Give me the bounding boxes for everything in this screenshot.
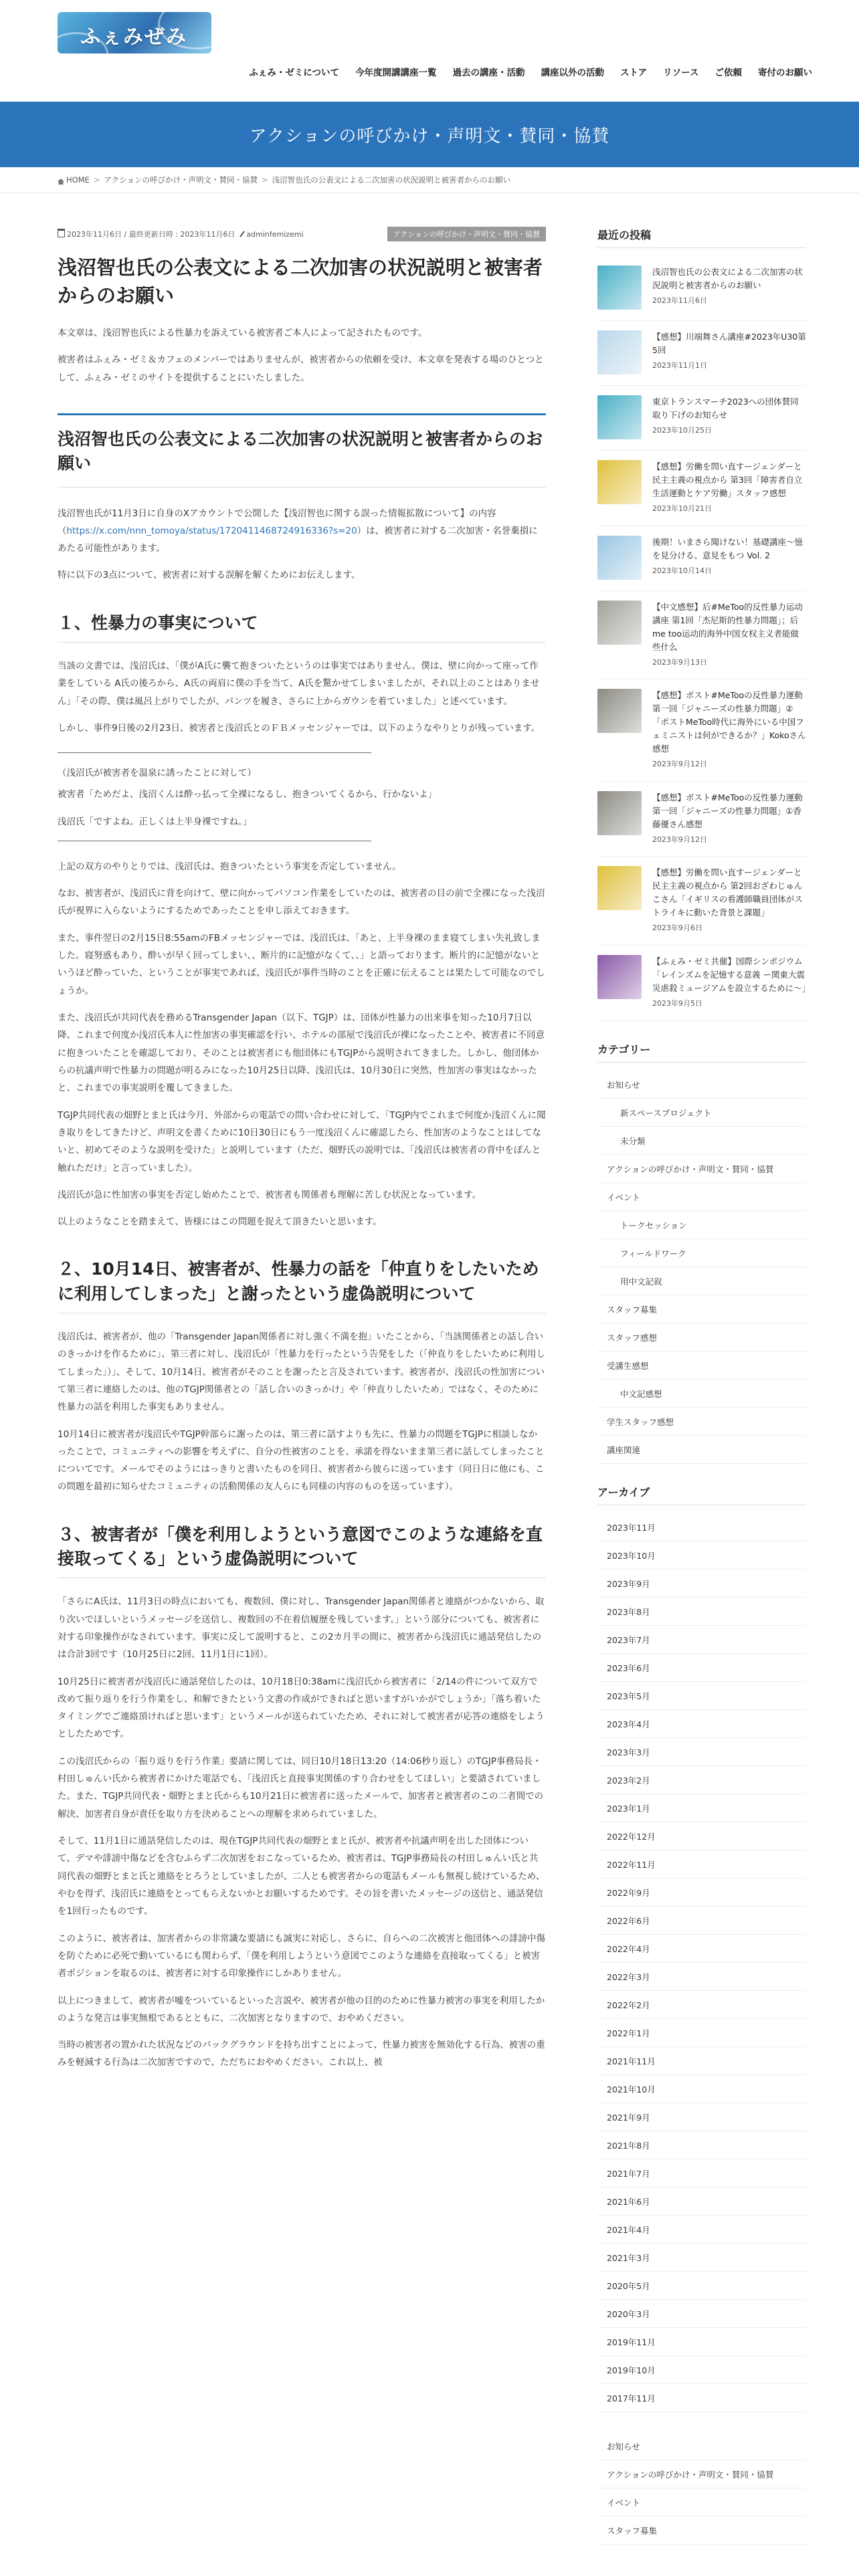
category-link[interactable]: 受講生感想 [597,1352,806,1380]
archive-link[interactable]: 2022年3月 [597,1963,806,1991]
nav-item[interactable]: 寄付のお願い [758,68,812,78]
post-thumbnail[interactable] [597,460,642,504]
archive-link[interactable]: 2023年7月 [597,1626,806,1654]
recent-post-item[interactable] [597,386,806,451]
recent-post-date: 2023年9月5日 [652,998,702,1008]
archives-heading: アーカイブ [597,1484,806,1505]
recent-post-date: 2023年9月13日 [652,657,707,667]
category-link[interactable]: 新スペースプロジェクト [597,1099,806,1127]
category-link[interactable]: 未分類 [597,1127,806,1155]
archive-link[interactable]: 2023年5月 [597,1682,806,1710]
post-thumbnail[interactable] [597,395,642,439]
archive-link[interactable]: 2019年11月 [597,2328,806,2356]
categories-heading: カテゴリー [597,1041,806,1063]
body-paragraph: 以上につきまして、被害者が嘘をついているといった言説や、被害者が他の目的のために性暴力被害の事実を利用したかのような発言は事実無根であるとともに、二次加害となりますので、おやめください。 [58,1995,545,2024]
recent-post-date: 2023年9月12日 [652,835,707,844]
recent-post-date: 2023年9月6日 [652,924,702,933]
category-link[interactable]: スタッフ感想 [597,1323,806,1352]
body-paragraph: 浅沼智也氏が11月3日に自身のXアカウントで公開した【浅沼智也に関する誤った情報拡散について】の内容（https://x.com/nnn_tomoya/status/1720411468724916336?s=20）は、被害者に対する二次加害・名誉棄損にあたる可能性があります。 [58,508,538,554]
article-dates: 2023年11月6日 / 最終更新日時 : 2023年11月6日 [58,229,235,239]
archive-link[interactable]: 2022年12月 [597,1822,806,1850]
archive-link[interactable]: 2023年3月 [597,1738,806,1766]
pen-icon [240,231,245,237]
nav-item[interactable]: 過去の講座・活動 [452,68,525,78]
article-author[interactable]: adminfemizemi [242,230,303,239]
archive-link[interactable]: 2021年4月 [597,2216,806,2244]
breadcrumb-home[interactable]: HOME [66,175,90,185]
recent-post-date: 2023年10月21日 [652,504,712,513]
archive-link[interactable]: 2019年10月 [597,2356,806,2384]
body-paragraph: 浅沼氏は、被害者が、他の「Transgender Japan関係者に対し強く不満を抱」いたことから、「当該関係者との話し合いのきっかけを作るために」、第三者に対し、浅沼氏が「性暴力を行ったという告発をした（「仲直りをしたいために利用してしまった」）」、そして、10月14日、被害者がそのことを謝ったと言及されています。被害者が、浅沼氏の性加害について第三者に連絡したのは、他のTGJP関係者との「話し合いのきっかけ」や「仲直りしたいため」ではなく、そのために性暴力の話を利用した事実もありません。 [58,1331,545,1413]
calendar-icon [58,229,65,237]
category-link[interactable]: スタッフ募集 [597,1295,806,1323]
archive-link[interactable]: 2023年9月 [597,1570,806,1598]
nav-item[interactable]: 今年度開講講座一覧 [355,68,437,78]
archive-link[interactable]: 2022年9月 [597,1879,806,1907]
category-link[interactable]: イベント [597,2488,806,2516]
archive-link[interactable]: 2021年9月 [597,2103,806,2131]
breadcrumb-separator: > [261,175,268,185]
message-quote [58,746,546,849]
body-paragraph: 特に以下の3点について、被害者に対する誤解を解くためにお伝えします。 [58,570,361,581]
breadcrumb-category[interactable]: アクションの呼びかけ・声明文・賛同・協賛 [104,175,258,185]
recent-post-item[interactable] [597,451,806,526]
body-paragraph: TGJP共同代表の畑野とまと氏は今月、外部からの電話での問い合わせに対して、「TGJP内でこれまで何度か浅沼くんに聞き取りをしてきたけど、声明文を書くために10日30日にもう一度浅沼くんに確認したら、性加害のようなことはしてないと、初めてそのような説明を受けた」と説明しています（ただ、畑野氏の説明では、「浅沼氏は被害者の背中をぽんと触れただけ」と言っていました）。 [58,1109,546,1174]
intro-paragraph: 被害者はふぇみ・ゼミ＆カフェのメンバーではありませんが、被害者からの依頼を受け、本文章を発表する場のひとつとして、ふぇみ・ゼミのサイトを提供することにいたしました。 [58,354,544,383]
divider: ――――――――――――――――――――――――――――――――――――――― [58,836,371,847]
archive-link[interactable]: 2020年3月 [597,2300,806,2328]
recent-post-title[interactable]: 浅沼智也氏の公表文による二次加害の状況説明と被害者からのお願い [652,267,803,290]
archive-link[interactable]: 2022年1月 [597,2019,806,2047]
category-link[interactable]: 学生スタッフ感想 [597,1408,806,1436]
quote-line: （浅沼氏が被害者を温泉に誘ったことに対して） [58,768,256,779]
category-link[interactable]: お知らせ [597,2432,806,2460]
site-header [0,0,859,102]
recent-post-item[interactable] [597,782,812,857]
recent-post-title[interactable]: 【感想】ポスト#MeTooの反性暴力運動 第一回「ジャニーズの性暴力問題」②「ポストMeToo時代に海外にいる中国フェミニストは何ができるか？」Kokoさん感想 [652,690,806,754]
archive-link[interactable]: 2023年1月 [597,1794,806,1822]
recent-post-item[interactable] [597,591,806,680]
recent-post-date: 2023年11月1日 [652,361,707,370]
category-link[interactable]: フィールドワーク [597,1239,806,1267]
nav-item[interactable]: リソース [663,68,699,78]
archive-link[interactable]: 2023年8月 [597,1598,806,1626]
archive-link[interactable]: 2021年3月 [597,2244,806,2272]
archive-link[interactable]: 2021年8月 [597,2131,806,2159]
recent-post-title[interactable]: 後期！いまさら聞けない！基礎講座〜憶を見分ける、意見をもつ Vol. 2 [652,536,803,560]
nav-item[interactable]: ふぇみ・ゼミについて [249,68,340,78]
home-icon [58,177,64,183]
category-link[interactable]: お知らせ [597,1071,806,1099]
recent-post-date: 2023年10月14日 [652,566,712,575]
recent-post-date: 2023年10月25日 [652,426,712,435]
archive-link[interactable]: 2017年11月 [597,2384,806,2412]
hero-title: アクションの呼びかけ・声明文・賛同・協賛 [249,126,610,146]
category-link[interactable]: 講座関連 [597,1436,806,1464]
post-thumbnail[interactable] [597,601,642,645]
archive-link[interactable]: 2021年10月 [597,2075,806,2103]
nav-item[interactable]: ご依頼 [714,68,742,78]
category-badge[interactable]: アクションの呼びかけ・声明文・賛同・協賛 [387,227,546,241]
archive-link[interactable]: 2023年2月 [597,1766,806,1794]
bottom-categories-list [597,2432,806,2545]
body-paragraph: 10月14日に被害者が浅沼氏やTGJP幹部らに謝ったのは、第三者に話すよりも先に、性暴力の問題をTGJPに相談しなかったことで、コミュニティへの影響を考えずに、自分の性被害のことを、承諾を得ないまま第三者に話してしまったことについてです。メールでそのようにはっきりと書いたものを同日、被害者から彼らに送っています（同日日に他にも、この問題を最初に知らせたコミュニティの活動関係の友人らにも同様の内容のものを送っています）。 [58,1428,545,1493]
global-nav [241,65,820,78]
archive-link[interactable]: 2022年11月 [597,1850,806,1879]
recent-posts-heading: 最近の投稿 [597,227,806,248]
post-thumbnail[interactable] [597,330,642,374]
body-paragraph: しかし、事件9日後の2月23日、被害者と浅沼氏とのＦＢメッセンジャーでは、以下のようなやりとりが残っています。 [58,722,541,734]
recent-post-title[interactable]: 【感想】労働を問い直すージェンダーと民主主義の視点から 第3回「障害者自立生活運動とケア労働」スタッフ感想 [652,461,803,498]
page-hero [0,102,859,167]
post-thumbnail[interactable] [597,791,642,835]
section-heading-1: １、性暴力の事実について [58,607,546,643]
tweet-link[interactable]: https://x.com/nnn_tomoya/status/1720411468724916336?s=20 [66,525,357,536]
recent-post-title[interactable]: 【感想】ポスト#MeTooの反性暴力運動 第一回「ジャニーズの性暴力問題」①香藤優さん感想 [652,792,812,829]
body-paragraph: また、事件翌日の2月15日8:55amのFBメッセンジャーでは、浅沼氏は、「あと、上半身裸のまま寝てしまい失礼致しました。寝努惑もあり、酔いが早く回ってしまい、、断片的に記憶がなくて、、」と語っております。断片的に記憶がないというほど酔っていた、ということが事実であれば、浅沼氏が事件当時のことを正確に伝えることは果たして可能なのでしょうか。 [58,932,545,996]
body-paragraph: そして、11月1日に通話発信したのは、現在TGJP共同代表の畑野とまと氏が、被害者や抗議声明を出した団体について、デマや誹謗中傷などを含むふらず二次加害をおこなっているため、被害者は、TGJP事務局長の村田しゅんい氏と共同代表の畑野とまと氏と連絡をとろうとしていましたが、二人とも被害者からの電話もメールも無視し続けているため、やむを得ず、浅沼氏に連絡をとってもらえないかとお願いするためです。その旨を書いたメッセージの送信と、通話発信を1回行ったものです。 [58,1836,545,1917]
archive-link[interactable]: 2023年4月 [597,1710,806,1738]
archive-link[interactable]: 2023年10月 [597,1541,806,1570]
recent-post-date: 2023年9月12日 [652,760,707,769]
archive-link[interactable]: 2022年6月 [597,1907,806,1935]
body-paragraph: また、浅沼氏が共同代表を務めるTransgender Japan（以下、TGJP）は、団体が性暴力の出来事を知った10月7日以降、これまで何度か浅沼氏本人に性加害の事実確認を行い、ホテルの部屋で浅沼氏が裸になったことや、被害者に不同意に抱きついたことを確認しており、そのことは被害者にも他団体にもTGJPから説明されてきました。しかし、他団体からの抗議声明で性暴力の問題が明るみになった10月25日以降、浅沼氏は、10月30日に突然、性加害の事実はなかったと、これまでの事実説明を覆してきました。 [58,1012,545,1094]
quote-line: 浅沼氏「ですよね。正しくは上半身裸ですね。」 [58,816,252,827]
site-logo[interactable] [58,12,211,53]
breadcrumb [0,167,859,193]
category-link[interactable]: トークセッション [597,1211,806,1239]
nav-item[interactable]: 講座以外の活動 [541,68,605,78]
post-thumbnail[interactable] [597,265,642,310]
sidebar [597,227,812,2545]
recent-post-title[interactable]: 東京トランスマーチ2023への団体賛同取り下げのお知らせ [652,397,799,420]
post-thumbnail[interactable] [597,536,642,580]
body-paragraph: なお、被害者が、浅沼氏に背を向けて、壁に向かってパソコン作業をしていたのは、被害者の目の前で全裸になった浅沼氏が視界に入らないようにするためであったことを申し添えておきます。 [58,888,545,917]
archive-link[interactable]: 2020年5月 [597,2272,806,2300]
categories-list [597,1071,806,1464]
post-thumbnail[interactable] [597,689,642,733]
body-paragraph: 上記の双方のやりとりでは、浅沼氏は、抱きついたという事実を否定していません。 [58,861,401,872]
recent-post-item[interactable] [597,526,806,591]
body-paragraph: 当時の被害者の置かれた状況などのバックグラウンドを持ち出すことによって、性暴力被害を無効化する行為、被害の重みを軽減する行為は二次加害ですので、ただちにおやめください。これ以上、被 [58,2040,545,2068]
body-paragraph: このように、被害者は、加害者からの非常識な要請にも誠実に対応し、さらに、自らへの二次被害と他団体への誹謗中傷を防ぐために必死で動いているにも関わらず、「僕を利用しようという意図でこのような連絡を直接取ってくる」と被害者ポジションを取るのは、被害者に対する印象操作にしかありません。 [58,1933,545,1979]
category-link[interactable]: アクションの呼びかけ・声明文・賛同・協賛 [597,2460,806,2488]
section-heading-3: ３、被害者が「僕を利用しようという意図でこのような連絡を直接取ってくる」という虚偽説明について [58,1519,546,1579]
section-heading-2: ２、10月14日、被害者が、性暴力の話を「仲直りをしたいために利用してしまった」と謝ったという虚偽説明について [58,1253,546,1313]
category-link[interactable]: 用中文記叙 [597,1267,806,1295]
recent-post-item[interactable] [597,946,811,1021]
body-paragraph: 10月25日に被害者が浅沼氏に通話発信したのは、10月18日0:38amに浅沼氏から被害者に「2/14の件について双方で改めて振り返りを行う作業をし、和解できたという文書の作成ができればと思いますがいかがでしょうか」「落ち着いたタイミングでご連絡頂ければと思います」というメールが送られていたため、それに対して被害者が応答の連絡をしようとしたためです。 [58,1676,545,1740]
category-link[interactable]: アクションの呼びかけ・声明文・賛同・協賛 [597,1155,806,1183]
archive-link[interactable]: 2021年11月 [597,2047,806,2075]
body-paragraph: 当該の文書では、浅沼氏は、「僕がA氏に襲て抱きついたというのは事実ではありません。僕は、壁に向かって座って作業をしている A氏の後ろから、A氏の両肩に僕の手を当て、A氏を驚かせてしまいましたが、それ以上のことはありません」「その際、僕は風呂上がりでしたが、パンツを履き、さらに上からガウンを着ていました」と述べています。 [58,661,540,707]
recent-post-title[interactable]: 【感想】労働を問い直すージェンダーと民主主義の視点から 第2回おざわじゅんこさん「イギリスの看護師職員団体がストライキに動いた背景と課題」 [652,867,803,918]
post-thumbnail[interactable] [597,866,642,910]
section-heading: 浅沼智也氏の公表文による二次加害の状況説明と被害者からのお願い [58,413,546,488]
archives-list [597,1513,806,2412]
body-paragraph: 以上のようなことを踏まえて、皆様にはこの問題を捉えて頂きたいと思います。 [58,1216,382,1228]
category-link[interactable]: スタッフ募集 [597,2516,806,2545]
archive-link[interactable]: 2023年6月 [597,1654,806,1682]
recent-post-item[interactable] [597,321,806,386]
intro-paragraph: 本文章は、浅沼智也氏による性暴力を訴えている被害者ご本人によって記されたものです。 [58,328,427,339]
archive-link[interactable]: 2022年4月 [597,1935,806,1963]
category-link[interactable]: 中文記感想 [597,1380,806,1408]
body-paragraph: 浅沼氏が急に性加害の事実を否定し始めたことで、被害者も関係者も理解に苦しむ状況となっています。 [58,1189,482,1200]
quote-line: 被害者「ためだよ、浅沼くんは酔っ払って全裸になるし、抱きついてくるから、行かないよ」 [58,789,437,800]
recent-post-date: 2023年11月6日 [652,296,707,305]
nav-item[interactable]: ストア [620,68,648,78]
archive-link[interactable]: 2023年11月 [597,1513,806,1541]
logo-text: ふぇみぜみ [80,25,187,49]
article-meta [58,227,546,241]
breadcrumb-separator: > [93,175,100,185]
recent-posts-list [597,256,812,1021]
post-thumbnail[interactable] [597,955,642,999]
recent-post-item[interactable] [597,256,806,321]
recent-post-title[interactable]: 【中文感想】后#MeToo的反性暴力运动講座 第1回「杰尼斯的性暴力問題」；后me too运动的海外中国女权主义者能做些什么 [652,601,803,652]
archive-link[interactable]: 2021年6月 [597,2187,806,2216]
archive-link[interactable]: 2021年7月 [597,2159,806,2187]
divider: ――――――――――――――――――――――――――――――――――――――― [58,748,371,758]
body-paragraph: この浅沼氏からの「振り返りを行う作業」要請に関しては、同日10月18日13:20（14:06秒り返し）のTGJP事務局長・村田しゅんい氏から被害者にかけた電話でも、「浅沼氏と直接事実関係のすり合わせをしてほしい」と要請されていました。また、TGJP共同代表・畑野とまと氏からも10月21日に被害者に送ったメールで、加害者と被害者のこの二者間での解決、加害者自身が責任を取り方を決めることへの理解を求められていました。 [58,1755,544,1820]
archive-link[interactable]: 2022年2月 [597,1991,806,2019]
recent-post-item[interactable] [597,679,806,782]
body-paragraph: 「さらにA氏は、11月3日の時点においても、複数回、僕に対し、Transgender Japan関係者と連絡がつかないから、取り次いでほしいというメッセージを送信し、複数回の不在着信履歴を残しています。」という部分についても、被害者に対する印象操作がなされています。事実に反して説明すると、この2カ月半の間に、被害者から浅沼氏に通話発信したのは合計3回です（10月25日に2回、11月1日に1回）。 [58,1596,545,1660]
article-title: 浅沼智也氏の公表文による二次加害の状況説明と被害者からのお願い [58,256,543,308]
article [58,227,546,2081]
category-link[interactable]: イベント [597,1183,806,1211]
breadcrumb-current: 浅沼智也氏の公表文による二次加害の状況説明と被害者からのお願い [272,175,511,185]
recent-post-title[interactable]: 【感想】川端舞さん講座#2023年U30第5回 [652,332,806,355]
recent-post-item[interactable] [597,857,806,946]
recent-post-title[interactable]: 【ふぇみ・ゼミ共催】国際シンポジウム「レインズムを記憶する意義 ー関東大震災虐殺ミュージアムを設立するために～」 [652,956,811,993]
